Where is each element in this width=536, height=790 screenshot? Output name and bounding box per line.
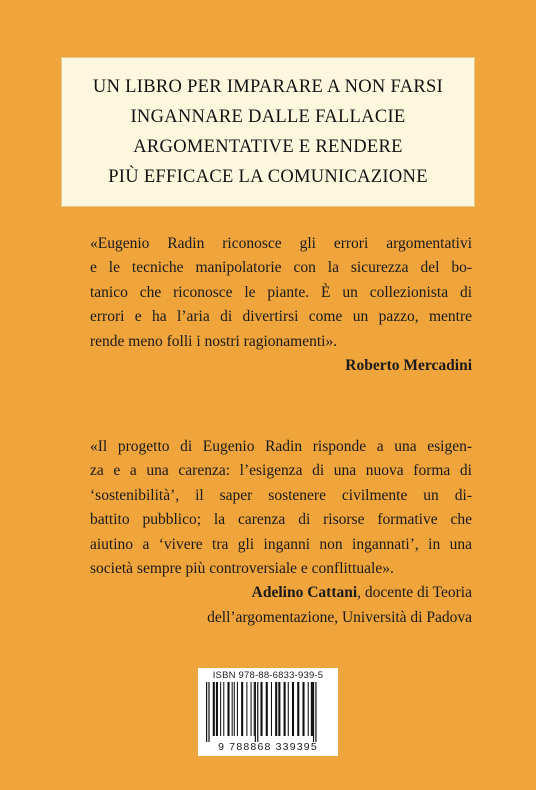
isbn-label: ISBN 978-88-6833-939-5 (212, 670, 324, 681)
quote1-line-5: rende meno folli i nostri ragionamenti». (90, 332, 338, 350)
barcode-guard-bar (208, 682, 209, 742)
barcode-bar (284, 682, 286, 736)
barcode-guard-bar (206, 682, 207, 742)
quote2-line-3: ‘sostenibilità’, il saper sostenere civilmente un di- (90, 486, 472, 504)
barcode-bar (275, 682, 277, 736)
quote1-signature (90, 354, 472, 378)
barcode-bar (308, 682, 309, 736)
quote2-line-2: za e a una carenza: l’esigenza di una nuova forma di (90, 462, 472, 480)
quote1-line-2: e le tecniche manipolatorie con la sicurezza del bo- (90, 259, 472, 277)
quote-cattani (90, 435, 472, 630)
quote2-line-4: battito pubblico; la carenza di risorse formative che (90, 511, 472, 529)
barcode-bars (204, 682, 332, 742)
quote2-line-5: aiutino a ‘vivere tra gli inganni non ingannati’, in una (90, 535, 472, 553)
barcode-bar (234, 682, 235, 736)
barcode-bar (278, 682, 280, 736)
quote1-author: Roberto Mercadini (345, 357, 472, 375)
barcode-bar (246, 682, 247, 736)
barcode-bar (213, 682, 215, 736)
barcode-digits: 9 788868 339395 (218, 741, 318, 753)
barcode-bar (311, 682, 313, 736)
quote2-author: Adelino Cattani (251, 584, 358, 602)
barcode-guard-bar (315, 682, 316, 742)
quote1-line-4: errori e ha l’aria di divertirsi come un pazzo, mentre (90, 308, 472, 326)
barcode-guard-bar (313, 682, 314, 742)
quote1-line-1: «Eugenio Radin riconosce gli errori argomentativi (90, 235, 472, 252)
barcode-bar (227, 682, 229, 736)
barcode (198, 668, 338, 756)
barcode-bar (292, 682, 294, 736)
barcode-bar (297, 682, 299, 736)
barcode-bar (266, 682, 268, 736)
headline-box (62, 58, 474, 206)
quote2-author-role: , docente di Teoria (357, 584, 472, 602)
headline-line-3: ARGOMENTATIVE E RENDERE (133, 137, 403, 157)
headline-line-4: PIÙ EFFICACE LA COMUNICAZIONE (108, 167, 428, 187)
barcode-bar (251, 682, 252, 736)
headline-line-1: UN LIBRO PER IMPARARE A NON FARSI (92, 77, 444, 97)
quote-mercadini (90, 232, 472, 378)
quote1-line-3: tanico che riconosce le piante. È un collezionista di (90, 283, 472, 301)
barcode-bar (288, 682, 289, 736)
barcode-bar (237, 682, 238, 736)
barcode-bar (271, 682, 272, 736)
barcode-bar (232, 682, 233, 736)
barcode-bar (241, 682, 243, 736)
quote2-signature (90, 581, 472, 605)
barcode-bar (260, 682, 262, 736)
barcode-bar (216, 682, 218, 736)
barcode-bar (220, 682, 221, 736)
quote2-line-1: «Il progetto di Eugenio Radin risponde a una esigen- (90, 438, 472, 455)
barcode-bar (223, 682, 224, 736)
quote2-line-6: società sempre più controversiale e conflittuale». (90, 560, 394, 578)
headline-line-2: INGANNARE DALLE FALLACIE (130, 107, 406, 127)
barcode-bar (254, 682, 255, 736)
barcode-guard-bar (255, 682, 256, 742)
quote2-affiliation: dell’argomentazione, Università di Padova (207, 608, 472, 626)
barcode-guard-bar (257, 682, 258, 742)
barcode-bar (302, 682, 304, 736)
